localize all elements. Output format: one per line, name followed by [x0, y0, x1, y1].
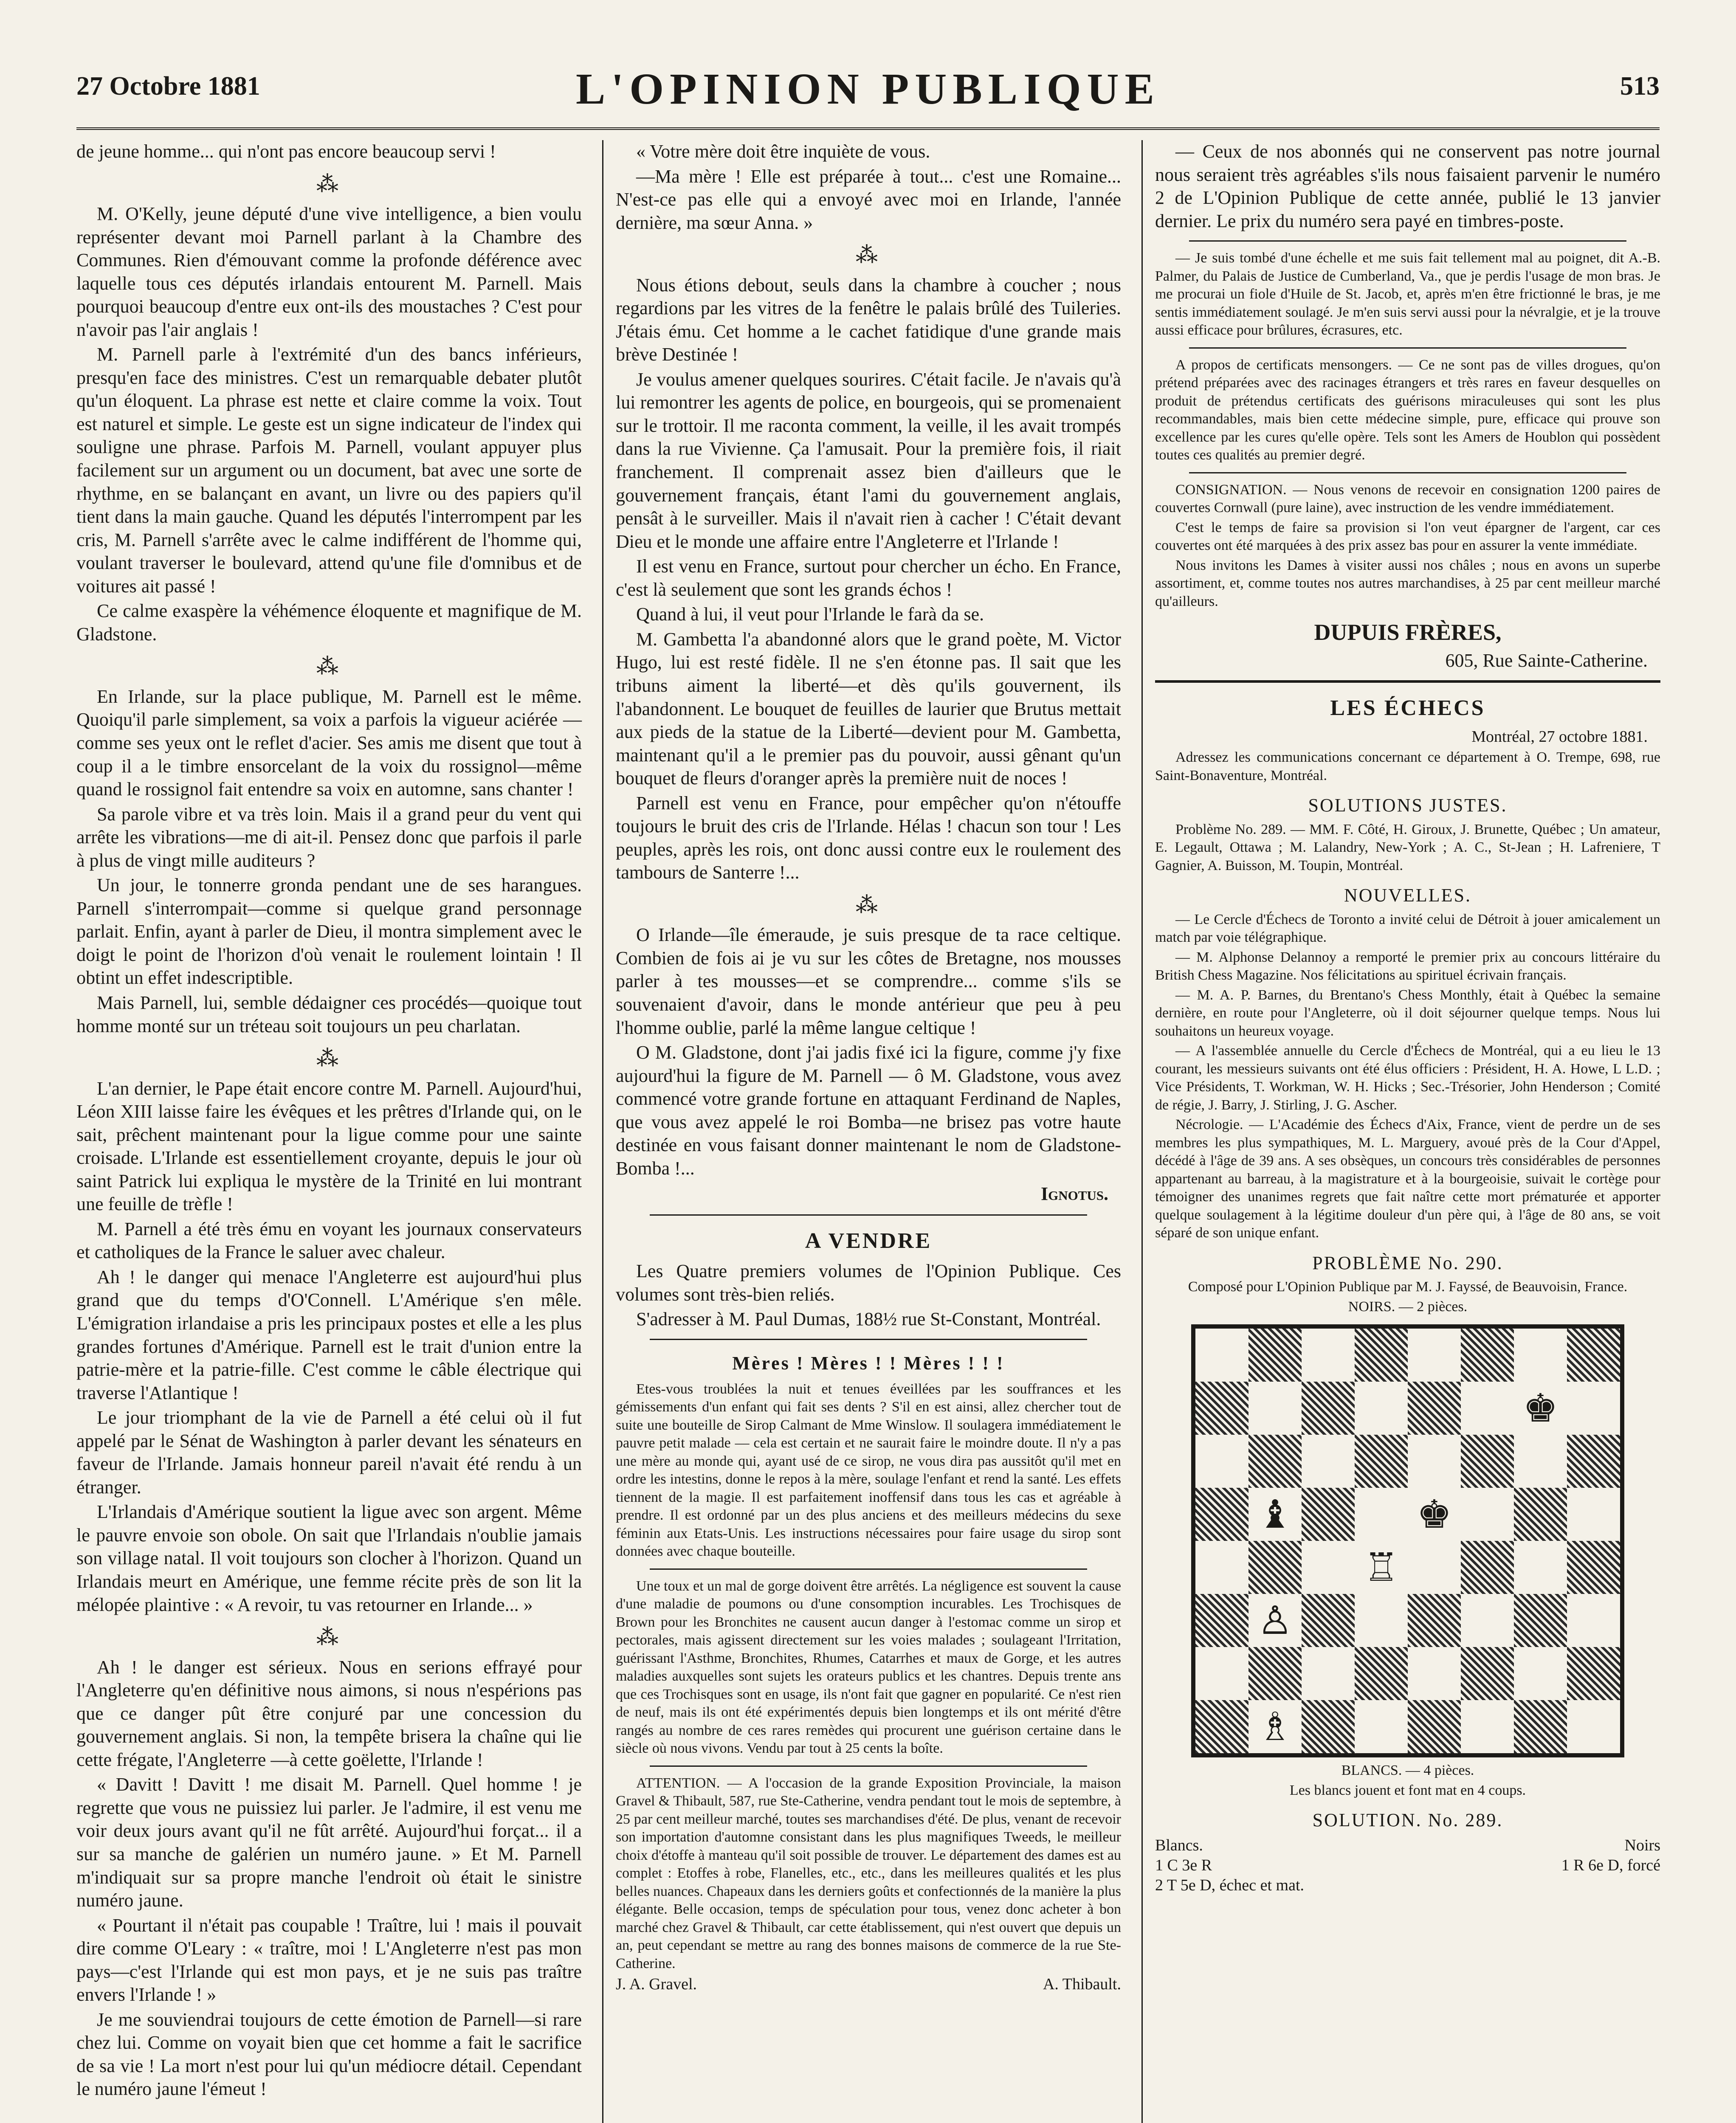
paragraph: —Ma mère ! Elle est préparée à tout... c'est une Romaine... N'est-ce pas elle qui a envoyé avec moi en Irlande, l'année dernière, ma sœur Anna. »: [616, 166, 1121, 233]
board-square: [1195, 1435, 1248, 1488]
paragraph: Je me souviendrai toujours de cette émotion de Parnell—si rare chez lui. Comme on voyait bien que cet homme a fait le sacrifice de sa vie ! La mort n'est pour lui qu'un médiocre détail. Cependant le numéro jaune l'émeut !: [76, 2009, 582, 2100]
board-square: [1195, 1594, 1248, 1647]
move-black: 1 R 6e D, forcé: [1561, 1856, 1660, 1875]
board-square: [1514, 1700, 1567, 1753]
move-white: 1 C 3e R: [1155, 1856, 1212, 1875]
board-square: [1461, 1647, 1514, 1700]
divider: [650, 1214, 1087, 1216]
problem-instruction: Les blancs jouent et font mat en 4 coups.: [1289, 1782, 1526, 1798]
paragraph: « Davitt ! Davitt ! me disait M. Parnell. Quel homme ! je regrette que vous ne puissiez lui parler. Je l'admire, il est venu me voir deux jours avant qu'il ne fût arrêté. Aujourd'hui forçat... il a sur sa manche de galérien un numéro jaune. » Et M. Parnell m'indiquait sur sa propre manche l'endroit où était le sinistre numéro jaune.: [76, 1774, 582, 1911]
paragraph: Un jour, le tonnerre gronda pendant une de ses harangues. Parnell s'interrompait—comme si quelque grand personnage parlait. Enfin, ayant à parler de Dieu, il montra simplement avec le doigt le point de l'horizon d'où venait le roulement lointain ! Il obtint un effet indescriptible.: [76, 875, 582, 988]
divider: [1155, 680, 1660, 683]
board-square: [1461, 1435, 1514, 1488]
board-square: [1248, 1541, 1302, 1594]
board-square: [1408, 1647, 1461, 1700]
board-square: [1302, 1435, 1355, 1488]
board-square: [1567, 1647, 1620, 1700]
solution-black-label: Noirs: [1624, 1836, 1660, 1854]
issue-date: 27 Octobre 1881: [76, 72, 260, 101]
board-square: [1461, 1382, 1514, 1435]
page-number: 513: [1620, 72, 1660, 101]
section-title-solutions: SOLUTIONS JUSTES.: [1308, 795, 1508, 816]
paragraph: A propos de certificats mensongers. — Ce ne sont pas de villes drogues, qu'on prétend préparées avec des racinages étrangers et très rares en faveur desquelles on produit de prétendus certificats des guérisons miraculeuses qui sont les plus recommandables, mais bien cette médecine simple, pure, efficace qui prouve son excellence par les cures qu'elle opère. Tels sont les Amers de Houblon qui possèdent toutes ces qualités au premier degré.: [1155, 357, 1660, 463]
black-bishop-icon: ♝: [1248, 1488, 1302, 1541]
board-square: [1302, 1647, 1355, 1700]
paragraph: Nous invitons les Dames à visiter aussi nos châles ; nous en avons un superbe assortiment, et, comme toutes nos autres marchandises, à 25 par cent meilleur marché qu'ailleurs.: [1155, 557, 1660, 609]
paragraph: Parnell est venu en France, pour empêcher qu'on n'étouffe toujours le bruit des cris de l'Irlande. Hélas ! chacun son tour ! Les peuples, après les rois, ont donc aussi contre eux le roulement des tambours de Santerre !...: [616, 792, 1121, 883]
paragraph: ATTENTION. — A l'occasion de la grande Exposition Provinciale, la maison Gravel & Thibault, 587, rue Ste-Catherine, vendra pendant tout le mois de septembre, à 25 par cent meilleur marché, toutes ses marchandises d'été. De plus, venant de recevoir son importation d'automne consistant dans les plus magnifiques Tweeds, le meilleur choix d'étoffe à manteau qu'il soit possible de trouver. Le département des dames est au complet : Etoffes à robe, Flanelles, etc., etc., dans les meilleures qualités et les plus belles nuances. Chapeaux dans les derniers goûts et confectionnés de la manière la plus élégante. Belle occasion, temps de spéculation pour tous, venez donc acheter à bon marché chez Gravel & Thibault, car cette établissement, qui n'est ouvert que depuis un an, peut cependant se mettre au rang des bonnes maisons de commerce de la rue Ste-Catherine.: [616, 1775, 1121, 1971]
column-1: [76, 140, 582, 2103]
section-stars: ⁂: [316, 1047, 342, 1071]
paragraph: — M. Alphonse Delannoy a remporté le premier prix au concours littéraire du British Chess Magazine. Nos félicitations au spirituel écrivain français.: [1155, 949, 1660, 983]
board-square: [1248, 1382, 1302, 1435]
paragraph: Quand à lui, il veut pour l'Irlande le farà da se.: [636, 604, 984, 625]
board-square: [1408, 1541, 1461, 1594]
board-square: [1302, 1594, 1355, 1647]
column-separator: [602, 140, 603, 2123]
board-square: [1195, 1700, 1248, 1753]
board-square: [1514, 1488, 1567, 1541]
board-square: [1567, 1700, 1620, 1753]
paragraph: M. O'Kelly, jeune député d'une vive intelligence, a bien voulu représenter devant moi Parnell parlant à la Chambre des Communes. Rien d'émouvant comme la profonde déférence avec laquelle tous ces députés irlandais entourent M. Parnell. Mais pourquoi beaucoup d'entre eux ont-ils des moustaches ? C'est pour n'avoir pas l'air anglais !: [76, 203, 582, 340]
paragraph: M. Parnell a été très ému en voyant les journaux conservateurs et catholiques de la France le saluer avec chaleur.: [76, 1218, 582, 1263]
section-stars: ⁂: [316, 172, 342, 197]
divider: [1189, 347, 1626, 349]
solution-white-label: Blancs.: [1155, 1836, 1203, 1854]
board-square: [1195, 1647, 1248, 1700]
paragraph: « Pourtant il n'était pas coupable ! Traître, lui ! mais il pouvait dire comme O'Leary : « traître, moi ! L'Angleterre n'est pas mon pays—c'est l'Irlande qui est mon pays, et je ne suis pas traître envers l'Irlande ! »: [76, 1915, 582, 2005]
board-square: [1355, 1700, 1408, 1753]
paragraph: C'est le temps de faire sa provision si l'on veut épargner de l'argent, car ces couvertes ont été marquées à des prix assez bas pour en assurer la vente immédiate.: [1155, 519, 1660, 554]
solution-move-2: [1155, 1875, 1660, 1895]
divider: [650, 1568, 1087, 1570]
column-separator: [1141, 140, 1143, 2123]
board-square: [1408, 1382, 1461, 1435]
paragraph: M. Gambetta l'a abandonné alors que le grand poète, M. Victor Hugo, lui est resté fidèle. Il ne s'en étonne pas. Il sait que les tribuns aiment la liberté—et dès qu'ils gouvernent, ils l'abandonnent. Le bouquet de feuilles de laurier que Brutus mettait aux pieds de la statue de la Liberté—devient pour M. Gambetta, maintenant qu'il a le premier pas du pouvoir, aussi gênant qu'un bouquet de fleurs d'oranger après la première nuit de noces !: [616, 628, 1121, 789]
signature-left: J. A. Gravel.: [616, 1975, 697, 1993]
section-title-probleme: PROBLÈME No. 290.: [1312, 1252, 1503, 1273]
board-square: [1355, 1329, 1408, 1382]
ad-signatures: [616, 1974, 1121, 1995]
paragraph: M. Parnell parle à l'extrémité d'un des bancs inférieurs, presqu'en face des ministres. C'est un remarquable debater plutôt qu'un éloquent. La phrase est nette et claire comme la voix. Tout est naturel et simple. Le geste est un signe indicateur de l'index qui souligne une phrase. Parfois M. Parnell, voulant appuyer plus facilement sur un argument ou un document, bat avec une sorte de rhythme, en se balançant en avant, un livre ou des papiers qu'il tient dans la main gauche. Quand les députés l'interrompent par les cris, M. Parnell s'arrête avec le calme indifférent de l'homme qui, voulant traverser le boulevard, attend qu'une file d'omnibus et de voitures ait passé !: [76, 344, 582, 597]
board-square: [1302, 1700, 1355, 1753]
page-header: [76, 64, 1660, 123]
white-rook-icon: ♖: [1355, 1541, 1408, 1594]
move-white: 2 T 5e D, échec et mat.: [1155, 1876, 1305, 1895]
board-square: [1195, 1488, 1248, 1541]
board-square: [1461, 1700, 1514, 1753]
header-rule: [76, 127, 1660, 130]
board-square: [1567, 1541, 1620, 1594]
section-stars: ⁂: [856, 893, 881, 918]
board-square: [1355, 1647, 1408, 1700]
paragraph: O M. Gladstone, dont j'ai jadis fixé ici la figure, comme j'y fixe aujourd'hui la figure de M. Parnell — ô M. Gladstone, vous avez commencé votre grande fortune en attaquant Ferdinand de Naples, que vous avez appelé le roi Bomba—ne brisez pas votre haute destinée en vous faisant donner maintenant le nom de Gladstone-Bomba !...: [616, 1042, 1121, 1179]
solution-header: [1155, 1836, 1660, 1856]
board-square: [1248, 1329, 1302, 1382]
divider: [1189, 472, 1626, 473]
board-square: [1408, 1435, 1461, 1488]
board-square: [1408, 1700, 1461, 1753]
divider: [1189, 240, 1626, 242]
paragraph: — M. A. P. Barnes, du Brentano's Chess Monthly, était à Québec la semaine dernière, en route pour l'Angleterre, où il doit séjourner quelque temps. Nous lui souhaitons un heureux voyage.: [1155, 987, 1660, 1039]
white-pawn-icon: ♙: [1248, 1594, 1302, 1647]
column-3: [1155, 140, 1660, 1895]
paragraph: Ah ! le danger est sérieux. Nous en serions effrayé pour l'Angleterre qu'en définitive nous aimons, si nous n'espérions pas que ce danger pût être conjuré par une concession du gouvernement anglais. Si non, la tempête brisera la chaîne qui lie cette frégate, l'Angleterre —à cette goëlette, l'Irlande !: [76, 1656, 582, 1770]
board-square: [1514, 1329, 1567, 1382]
board-square: [1355, 1382, 1408, 1435]
paragraph: L'Irlandais d'Amérique soutient la ligue avec son argent. Même le pauvre envoie son obole. On sait que l'Irlandais n'oublie jamais son village natal. Il voit toujours son clocher à l'horizon. Quand un Irlandais meurt en Amérique, une femme récite près de son lit la mélopée plaintive : « A revoir, tu vas retourner en Irlande... »: [76, 1501, 582, 1615]
board-square: [1195, 1541, 1248, 1594]
paragraph: Problème No. 289. — MM. F. Côté, H. Giroux, J. Brunette, Québec ; Un amateur, E. Legault, Ottawa ; M. Lalandry, New-York ; A. C., St-Jean ; H. Lafreniere, T Gagnier, A. Buisson, M. Toupin, Montréal.: [1155, 821, 1660, 873]
paragraph: — Je suis tombé d'une échelle et me suis fait tellement mal au poignet, dit A.-B. Palmer, du Palais de Justice de Cumberland, Va., que je perdis l'usage de mon bras. Je me procurai un fiole d'Huile de St. Jacob, et, après m'en être frictionné le bras, je me sentis immédiatement soulagé. Je m'en suis servi aussi pour la névralgie, et je la trouve aussi efficace pour brûlures, écrasures, etc.: [1155, 250, 1660, 338]
paragraph: CONSIGNATION. — Nous venons de recevoir en consignation 1200 paires de couvertes Cornwall (pure laine), avec instruction de les vendre immédiatement.: [1155, 481, 1660, 516]
paragraph: Nécrologie. — L'Académie des Échecs d'Aix, France, vient de perdre un de ses membres les plus sympathiques, M. L. Marguery, avoué près de la Cour d'Appel, décédé à l'âge de 39 ans. A ses obsèques, un concours très considérables de personnes appartenant au barreau, à la magistrature et à la bourgeoisie, suivait le cortège pour témoigner des unanimes regrets que fait naître cette mort prématurée et apporter quelque soulagement à la légitime douleur d'un père qui, à l'âge de 80 ans, se voit séparé de son unique enfant.: [1155, 1117, 1660, 1241]
white-bishop-icon: ♗: [1248, 1700, 1302, 1753]
paragraph: Une toux et un mal de gorge doivent être arrêtés. La négligence est souvent la cause d'une maladie de poumons ou d'une consomption incurables. Les Trochisques de Brown pour les Bronchites ne causent aucun danger à l'estomac comme un sirop et pectorales, mais agissent directement sur les voies malades ; soulageant l'Irritation, guérissant l'Asthme, Bronchites, Rhumes, Catarrhes et maux de Gorge, et les autres maladies auxquelles sont sujets les orateurs publics et les chantres. Depuis trente ans que ces Trochisques sont en usage, ils n'ont fait que gagner en popularité. Ce n'est rien de neuf, mais ils ont été expérimentés depuis bien longtemps et ils ont mérité d'être rangés au nombre de ces rares remèdes qui procurent une guérison certaine dans le siècle où nous vivons. Vendu par tout à 25 cents la boîte.: [616, 1578, 1121, 1757]
paragraph: Etes-vous troublées la nuit et tenues éveillées par les souffrances et les gémissements d'un enfant qui fait ses dents ? S'il en est ainsi, allez chercher tout de suite une bouteille de Sirop Calmant de Mme Winslow. Il soulagera immédiatement le pauvre petit malade — cela est certain et ne saurait faire le moindre doute. Il n'y a pas une mère au monde qui, ayant usé de ce sirop, ne vous dira pas aussitôt qu'il met en ordre les intestins, donne le repos à la mère, soulage l'enfant et rend la santé. Les effets tiennent de la magie. Il est parfaitement inoffensif dans tous les cas et agréable à prendre. Il est ordonné par un des plus anciens et des meilleurs médecins du sexe féminin aux Etats-Unis. Les instructions nécessaires pour faire usage du sirop sont données avec chaque bouteille.: [616, 1381, 1121, 1560]
board-square: [1248, 1435, 1302, 1488]
board-square: [1567, 1594, 1620, 1647]
section-title-solution: SOLUTION. No. 289.: [1312, 1810, 1503, 1831]
paragraph: Ah ! le danger qui menace l'Angleterre est aujourd'hui plus grand que du temps d'O'Connell. L'Amérique s'en mêle. L'émigration irlandaise a pris les principaux postes et elle a les plus grandes fortunes d'Amérique. Parnell est le trait d'union entre la patrie-mère et la patrie-fille. C'est comme le câble électrique qui traverse l'Atlantique !: [76, 1266, 582, 1403]
problem-credit: Composé pour L'Opinion Publique par M. J. Fayssé, de Beauvoisin, France.: [1188, 1279, 1628, 1295]
board-square: [1195, 1382, 1248, 1435]
board-square: [1567, 1329, 1620, 1382]
paragraph: Ce calme exaspère la véhémence éloquente et magnifique de M. Gladstone.: [76, 600, 582, 645]
solution-move-1: [1155, 1856, 1660, 1875]
divider: [650, 1339, 1087, 1340]
paragraph: En Irlande, sur la place publique, M. Parnell est le même. Quoiqu'il parle simplement, sa voix a parfois la vigueur aciérée — comme ses yeux ont le reflet d'acier. Ses amis me disent que tout à coup il a le timbre ensorcelant de la voix du rossignol—même quand le rossignol fait entendre sa voix en automne, sans chanter !: [76, 686, 582, 800]
ad-title-a-vendre: A VENDRE: [805, 1228, 932, 1253]
section-title-nouvelles: NOUVELLES.: [1344, 885, 1472, 906]
board-square: [1248, 1647, 1302, 1700]
paragraph: L'an dernier, le Pape était encore contre M. Parnell. Aujourd'hui, Léon XIII laisse faire les évêques et les prêtres d'Irlande qui, on le sait, prêchent maintenant pour la ligue comme pour une sainte croisade. L'Irlande est essentiellement croyante, depuis le jour où saint Patrick lui expliqua le mystère de la Trinité en lui montrant une feuille de trèfle !: [76, 1078, 582, 1215]
signature-right: A. Thibault.: [1043, 1975, 1121, 1993]
board-square: [1302, 1541, 1355, 1594]
ad-title-meres: Mères ! Mères ! ! Mères ! ! !: [732, 1353, 1005, 1374]
column-2: [616, 140, 1121, 1995]
black-king-icon: ♚: [1408, 1488, 1461, 1541]
paragraph: O Irlande—île émeraude, je suis presque de ta race celtique. Combien de fois ai je vu sur les côtes de Bretagne, nos mousses parler à tes mousses—et se comprendre... comme s'ils se souvenaient d'avoir, dans le monde antérieur que peu à peu l'homme oublie, parlé la même langue celtique !: [616, 924, 1121, 1038]
paragraph: Je voulus amener quelques sourires. C'était facile. Je n'avais qu'à lui remontrer les agents de police, en bourgeois, qui se promenaient sur le trottoir. Il me raconta comment, la veille, il les avait trompés dans la rue Vivienne. Ça l'amusait. Pour la première fois, il riait franchement. Il comprenait assez bien d'ailleurs que le gouvernement français, étant l'ami du gouvernement anglais, pensât à le surveiller. Mais il n'avait rien à cacher ! C'était devant Dieu et le monde une affaire entre l'Angleterre et l'Irlande !: [616, 369, 1121, 552]
chess-board: [1191, 1324, 1624, 1757]
paragraph: Nous étions debout, seuls dans la chambre à coucher ; nous regardions par les vitres de la fenêtre le palais brûlé des Tuileries. J'étais ému. Cet homme a le cachet fatidique d'une grande mais brève Destinée !: [616, 274, 1121, 365]
board-square: [1567, 1382, 1620, 1435]
paragraph: Le jour triomphant de la vie de Parnell a été celui où il fut appelé par le Sénat de Washington à parler devant les sénateurs en faveur de l'Irlande. Jamais honneur pareil n'avait été rendu à un étranger.: [76, 1407, 582, 1498]
black-king-icon: ♚: [1514, 1382, 1567, 1435]
paragraph: Sa parole vibre et va très loin. Mais il a grand peur du vent qui arrête les vibrations—me di ait-il. Pensez donc que parfois il parle à plus de vingt mille auditeurs ?: [76, 803, 582, 871]
board-square: [1408, 1329, 1461, 1382]
board-square: [1302, 1329, 1355, 1382]
board-square: [1461, 1488, 1514, 1541]
board-square: [1355, 1435, 1408, 1488]
paragraph: S'adresser à M. Paul Dumas, 188½ rue St-Constant, Montréal.: [636, 1309, 1101, 1330]
board-square: [1355, 1594, 1408, 1647]
board-square: [1514, 1594, 1567, 1647]
board-square: [1567, 1435, 1620, 1488]
board-square: [1514, 1435, 1567, 1488]
board-square: [1461, 1594, 1514, 1647]
paragraph: Les Quatre premiers volumes de l'Opinion Publique. Ces volumes sont très-bien reliés.: [616, 1261, 1121, 1305]
board-square: [1355, 1488, 1408, 1541]
section-stars: ⁂: [316, 1625, 342, 1650]
divider: [650, 1765, 1087, 1767]
paragraph: — A l'assemblée annuelle du Cercle d'Échecs de Montréal, qui a eu lieu le 13 courant, les messieurs suivants ont été élus officiers : Président, H. A. Howe, L L.D. ; Vice Présidents, T. Workman, W. H. Hicks ; Sec.-Trésorier, John Henderson ; Comité de régie, J. Barry, J. Stirling, J. G. Ascher.: [1155, 1043, 1660, 1113]
noirs-count: NOIRS. — 2 pièces.: [1348, 1298, 1468, 1315]
board-square: [1461, 1329, 1514, 1382]
board-square: [1408, 1594, 1461, 1647]
board-square: [1461, 1541, 1514, 1594]
paragraph: Il est venu en France, surtout pour chercher un écho. En France, c'est là seulement que sont les grands échos !: [616, 556, 1121, 600]
section-stars: ⁂: [856, 243, 881, 268]
paragraph: Mais Parnell, lui, semble dédaigner ces procédés—quoique tout homme monté sur un tréteau soit toujours un peu charlatan.: [76, 992, 582, 1036]
merchant-name: DUPUIS FRÈRES,: [1314, 619, 1502, 645]
board-square: [1302, 1488, 1355, 1541]
article-signature: Ignotus.: [1040, 1183, 1108, 1205]
merchant-address: 605, Rue Sainte-Catherine.: [1445, 650, 1648, 671]
paragraph: « Votre mère doit être inquiète de vous.: [636, 141, 930, 162]
board-square: [1514, 1541, 1567, 1594]
paragraph: — Ceux de nos abonnés qui ne conservent pas notre journal nous seraient très agréables s'ils nous faisaient parvenir le numéro 2 de L'Opinion Publique de cette année, publié le 13 janvier dernier. Le prix du numéro sera payé en timbres-poste.: [1155, 141, 1660, 231]
paragraph: — Le Cercle d'Échecs de Toronto a invité celui de Détroit à jouer amicalement un match par voie télégraphique.: [1155, 911, 1660, 946]
board-square: [1514, 1647, 1567, 1700]
newspaper-title: L'OPINION PUBLIQUE: [576, 65, 1160, 113]
section-stars: ⁂: [316, 655, 342, 679]
board-square: [1195, 1329, 1248, 1382]
echecs-date: Montréal, 27 octobre 1881.: [1471, 728, 1648, 746]
board-square: [1567, 1488, 1620, 1541]
paragraph: Adressez les communications concernant ce département à O. Trempe, 698, rue Saint-Bonaventure, Montréal.: [1155, 749, 1660, 783]
paragraph: de jeune homme... qui n'ont pas encore beaucoup servi !: [76, 141, 496, 162]
board-square: [1302, 1382, 1355, 1435]
section-title-echecs: LES ÉCHECS: [1330, 695, 1485, 720]
blancs-count: BLANCS. — 4 pièces.: [1341, 1763, 1474, 1779]
